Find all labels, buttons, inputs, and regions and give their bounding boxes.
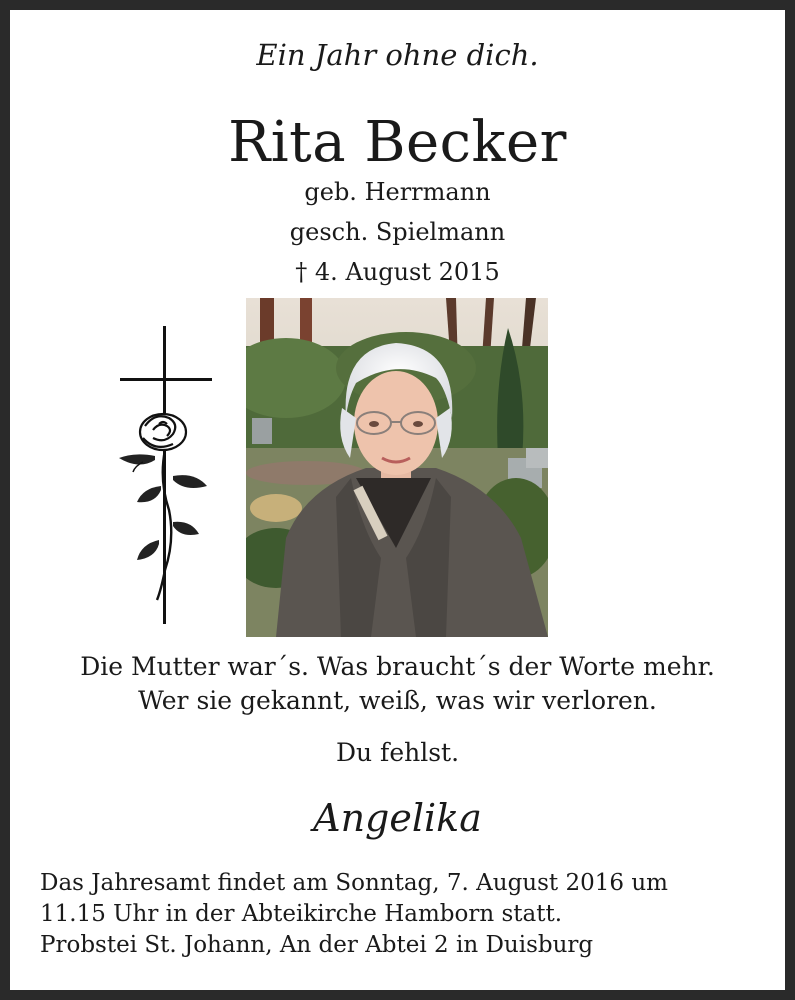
obituary-card [10,10,785,990]
notice-line-1: Das Jahresamt findet am Sonntag, 7. August 2016 um [40,870,668,896]
signature: Angelika [313,796,482,840]
deceased-name: Rita Becker [228,110,567,175]
birth-name: geb. Herrmann [304,178,491,206]
portrait-photo [246,298,548,637]
verse-line-1: Die Mutter war´s. Was braucht´s der Worte mehr. [80,652,715,681]
notice-line-3: Probstei St. Johann, An der Abtei 2 in Duisburg [40,932,594,958]
headline: Ein Jahr ohne dich. [256,38,539,72]
missed-line: Du fehlst. [335,738,460,767]
notice-line-2: 11.15 Uhr in der Abteikirche Hamborn statt. [40,901,563,927]
memorial-notice [40,868,770,961]
cross-with-rose-icon [115,326,215,626]
verse-line-2: Wer sie gekannt, weiß, was wir verloren. [138,686,657,715]
divorced-name: gesch. Spielmann [289,218,506,246]
death-date: † 4. August 2015 [295,258,500,286]
